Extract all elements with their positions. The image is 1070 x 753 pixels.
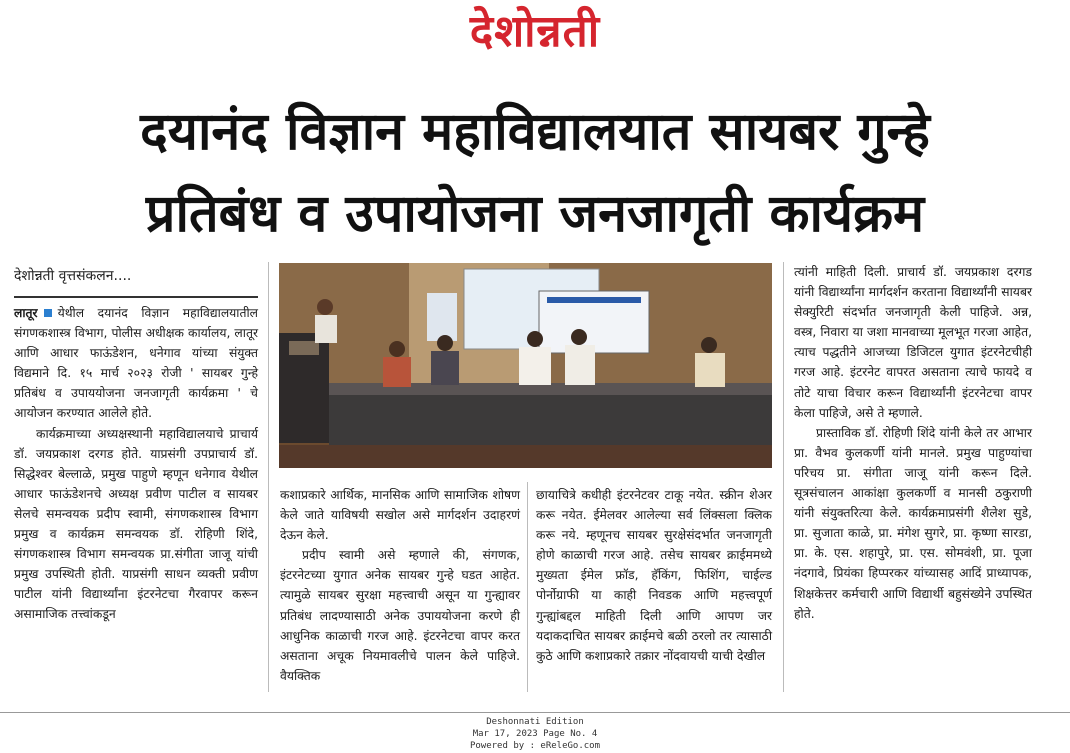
article-column-1 <box>14 303 258 625</box>
footer-divider <box>0 712 1070 713</box>
column-paragraph: प्रदीप स्वामी असे म्हणाले की, संगणक, इंटरनेटच्या युगात अनेक सायबर गुन्हे घडत आहेत. त्यामुळे सायबर सुरक्षा महत्त्वाची असून या गुन्ह्यावर प्रतिबंध लादण्यासाठी अनेक उपाययोजना करणे ही आधुनिक काळाची गरज आहे. इंटरनेटचा वापर करत असताना अचूक नियमावलीचे पालन केले पाहिजे. वैयक्तिक <box>280 548 520 683</box>
byline: देशोन्नती वृत्तसंकलन.... <box>14 268 132 284</box>
article-column-4 <box>794 262 1032 624</box>
headline-line-2: प्रतिबंध व उपायोजना जनजागृती कार्यक्रम <box>145 184 925 244</box>
masthead-logo: देशोन्नती <box>469 6 601 57</box>
footer-powered-by: Powered by : eReleGo.com <box>469 741 601 751</box>
footer-date-page: Mar 17, 2023 Page No. 4 <box>472 729 598 739</box>
column-divider <box>268 262 269 692</box>
article-column-2 <box>280 485 520 686</box>
column-paragraph: प्रास्ताविक डॉ. रोहिणी शिंदे यांनी केले तर आभार प्रा. वैभव कुलकर्णी यांनी मानले. प्रमुख पाहुण्यांचा परिचय प्रा. संगीता जाजू यांनी करून दिले. सूत्रसंचालन आकांक्षा कुलकर्णी व मानसी ठकुराणी यांनी संयुक्तरित्या केले. कार्यक्रमाप्रसंगी शैलेश सुडे, प्रा. सुजाता काळे, प्रा. मंगेश सुगरे, प्रा. कृष्णा सारडा, प्रा. के. एस. शहापुरे, प्रा. एस. सोमवंशी, प्रा. पूजा नंदगावे, प्रियंका हिप्परकर यांच्यासह आदिं प्राध्यापक, शिक्षकेत्तर कर्मचारी आणि विद्यार्थी बहुसंख्येने उपस्थित होते. <box>794 425 1032 621</box>
byline-divider <box>14 296 258 298</box>
column-paragraph: कार्यक्रमाच्या अध्यक्षस्थानी महाविद्यालयाचे प्राचार्य डॉ. जयप्रकाश दरगड होते. याप्रसंगी उपप्राचार्य डॉ. सिद्धेश्वर बेल्लाळे, प्रमुख पाहुणे म्हणून धनेगाव येथील आधार फाऊंडेशनचे अध्यक्ष प्रवीण पाटील व सायबर सेलचे समन्वयक प्रदीप स्वामी, संगणकशास्त्र विभाग प्रमुख व कार्यक्रम समन्वयक डॉ. रोहिणी शिंदे, संगणकशास्त्र विभाग समन्वयक प्रा.संगीता जाजू यांची प्रमुख उपस्थिती होती. याप्रसंगी साधन व्यक्ती प्रवीण पाटील यांनी विद्यार्थ्यांना इंटरनेटचा गैरवापर करून असामाजिक तत्त्वांकडून <box>14 426 258 622</box>
column-paragraph: येथील दयानंद विज्ञान महाविद्यालयातील संगणकशास्त्र विभाग, पोलीस अधीक्षक कार्यालय, लातूर आणि आधार फाऊंडेशन, धनेगाव यांच्या संयुक्त विद्यमाने दि. १५ मार्च २०२३ रोजी ' सायबर गुन्हे प्रतिबंध व उपाययोजना जनजागृती कार्यक्रमा ' चे आयोजन करण्यात आलेले होते. <box>14 306 258 421</box>
dateline-square-icon <box>44 309 52 317</box>
column-paragraph: कशाप्रकारे आर्थिक, मानसिक आणि सामाजिक शोषण केले जाते याविषयी सखोल असे मार्गदर्शन उदाहरणं देऊन केले. <box>280 488 520 543</box>
column-paragraph: त्यांनी माहिती दिली. प्राचार्य डॉ. जयप्रकाश दरगड यांनी विद्यार्थ्यांना मार्गदर्शन करताना विद्यार्थ्यांनी सायबर सेक्युरिटी संदर्भात जनजागृती केली पाहिजे. अन्न, वस्त्र, निवारा या जशा मानवाच्या मूलभूत गरजा आहेत, त्याच पद्धतीने आजच्या डिजिटल युगात इंटरनेटचीही गरज आहे. इंटरनेट वापरत असताना त्याचे फायदे व तोटे याचा विचार करून विद्यार्थ्यांनी इंटरनेटचा वापर केला पाहिजे, असे ते म्हणाले. <box>794 265 1032 420</box>
article-column-3 <box>536 485 772 666</box>
event-photo <box>279 263 772 468</box>
headline-line-1: दयानंद विज्ञान महाविद्यालयात सायबर गुन्हे <box>140 102 930 162</box>
footer-edition: Deshonnati Edition <box>486 717 584 727</box>
dateline: लातूर <box>14 306 38 320</box>
column-divider <box>527 482 528 692</box>
column-divider <box>783 262 784 692</box>
column-paragraph: छायाचित्रे कधीही इंटरनेटवर टाकू नयेत. स्क्रीन शेअर करू नयेत. ईमेलवर आलेल्या सर्व लिंक्सला क्लिक करू नये. म्हणूनच सायबर सुरक्षेसंदर्भात जनजागृती होणे काळाची गरज आहे. तसेच सायबर क्राईममध्ये मुख्यता ईमेल फ्रॉड, हॅकिंग, फिशिंग, चाईल्ड पोर्नोग्राफी या काही निवडक आणि महत्त्वपूर्ण गुन्ह्यांबद्दल माहिती दिली आणि आपण जर यदाकदाचित सायबर क्राईमचे बळी ठरलो तर त्यासाठी कुठे आणि कशाप्रकारे तक्रार नोंदवायची याची देखील <box>536 488 772 663</box>
